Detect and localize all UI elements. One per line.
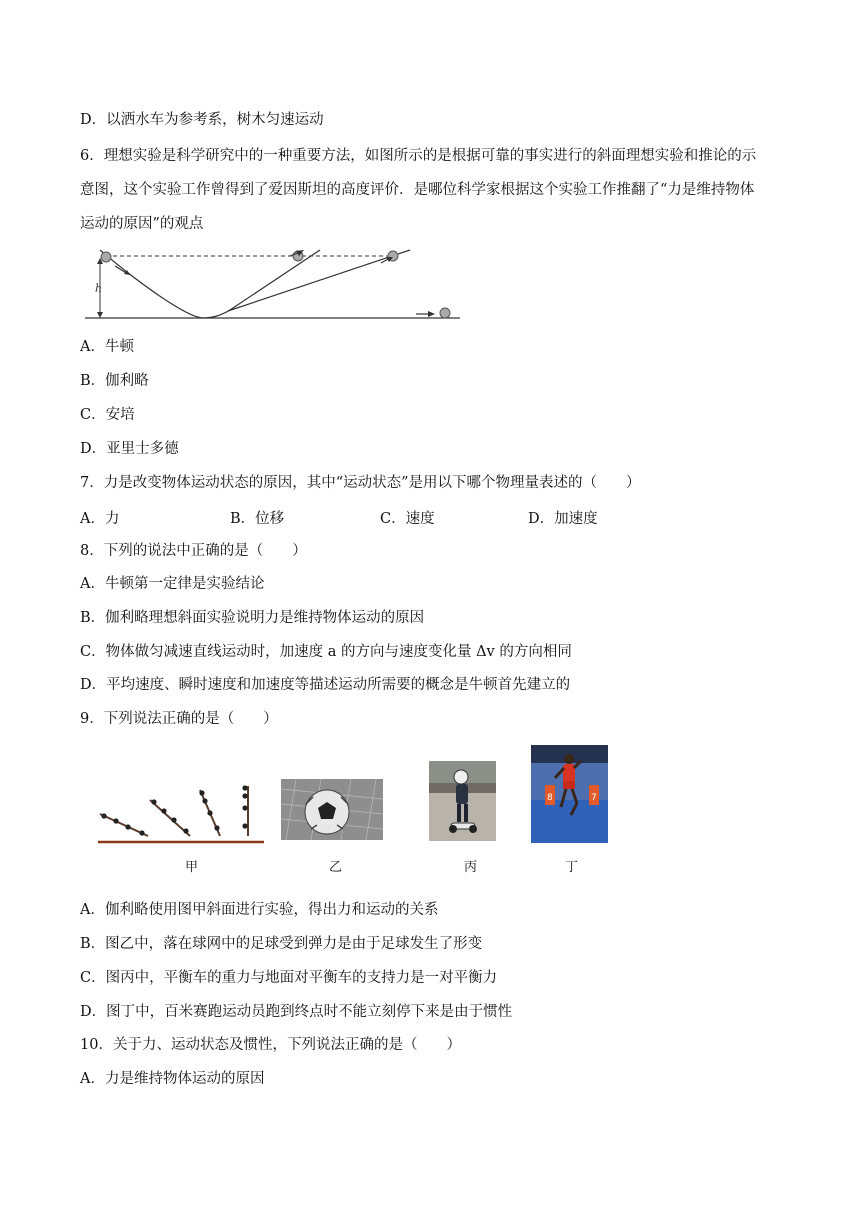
q7-option-a[interactable]: A．力 xyxy=(80,511,120,527)
q6-option-a[interactable]: A．牛顿 xyxy=(80,339,134,355)
q6-option-b[interactable]: B．伽利略 xyxy=(80,373,149,389)
ball-flat xyxy=(440,308,450,318)
q7-option-d[interactable]: D．加速度 xyxy=(528,511,598,527)
q7-option-b[interactable]: B．位移 xyxy=(230,511,285,527)
q6-option-c[interactable]: C．安培 xyxy=(80,407,135,423)
q7-stem: 7．力是改变物体运动状态的原因，其中“运动状态”是用以下哪个物理量表述的（ ） xyxy=(80,475,641,491)
q8-option-c[interactable]: C．物体做匀减速直线运动时，加速度 a 的方向与速度变化量 Δv 的方向相同 xyxy=(80,644,572,660)
q9-option-b[interactable]: B．图乙中，落在球网中的足球受到弹力是由于足球发生了形变 xyxy=(80,936,483,952)
q8-option-b[interactable]: B．伽利略理想斜面实验说明力是维持物体运动的原因 xyxy=(80,610,425,626)
q5-option-d: D．以洒水车为参考系，树木匀速运动 xyxy=(80,112,324,128)
figure-caption-yi: 乙 xyxy=(329,860,343,875)
q9-stem: 9．下列说法正确的是（ ） xyxy=(80,711,278,727)
football-net-photo-yi xyxy=(281,779,383,840)
q10-stem: 10．关于力、运动状态及惯性，下列说法正确的是（ ） xyxy=(80,1037,461,1053)
q6-stem-line-1: 6．理想实验是科学研究中的一种重要方法，如图所示的是根据可靠的事实进行的斜面理想实验和推论的示 xyxy=(80,148,757,164)
q8-option-d[interactable]: D．平均速度、瞬时速度和加速度等描述运动所需要的概念是牛顿首先建立的 xyxy=(80,677,571,693)
bib-number-left: 8 xyxy=(547,793,553,803)
q6-option-d[interactable]: D．亚里士多德 xyxy=(80,441,179,457)
figure-caption-ding: 丁 xyxy=(565,860,579,875)
ball-start xyxy=(101,252,111,262)
q9-option-d[interactable]: D．图丁中，百米赛跑运动员跑到终点时不能立刻停下来是由于惯性 xyxy=(80,1004,513,1020)
q8-option-a[interactable]: A．牛顿第一定律是实验结论 xyxy=(80,576,265,592)
figure-caption-bing: 丙 xyxy=(464,860,478,875)
height-label: h xyxy=(95,282,103,295)
bib-number-right: 7 xyxy=(591,793,597,803)
q9-option-a[interactable]: A．伽利略使用图甲斜面进行实验，得出力和运动的关系 xyxy=(80,902,439,918)
q10-option-a[interactable]: A．力是维持物体运动的原因 xyxy=(80,1071,265,1087)
figure-caption-jia: 甲 xyxy=(185,860,199,875)
inclines-figure-jia xyxy=(98,780,264,846)
balance-car-photo-bing xyxy=(429,761,496,841)
q6-stem-line-3: 运动的原因”的观点 xyxy=(80,216,204,232)
sprinter-photo-ding xyxy=(531,745,608,843)
q9-option-c[interactable]: C．图丙中，平衡车的重力与地面对平衡车的支持力是一对平衡力 xyxy=(80,970,498,986)
q7-option-c[interactable]: C．速度 xyxy=(380,511,435,527)
q6-stem-line-2: 意图，这个实验工作曾得到了爱因斯坦的高度评价．是哪位科学家根据这个实验工作推翻了“力是维持物体 xyxy=(80,182,755,198)
ideal-incline-diagram xyxy=(80,244,470,326)
q7-options xyxy=(0,507,860,527)
q8-stem: 8．下列的说法中正确的是（ ） xyxy=(80,543,307,559)
